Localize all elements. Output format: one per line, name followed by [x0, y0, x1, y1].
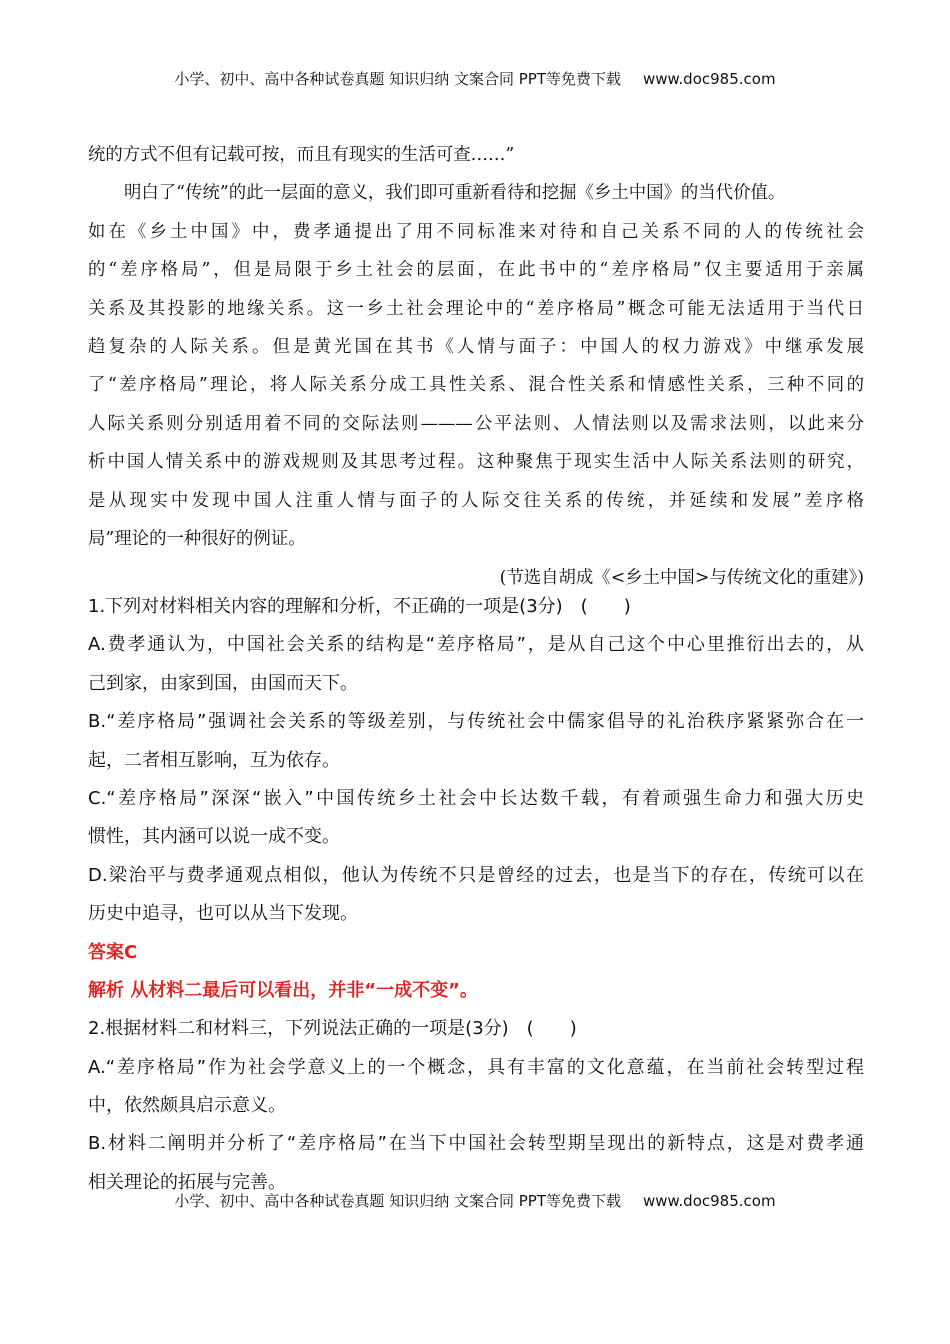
header-site-link[interactable]: www.doc985.com	[642, 70, 776, 88]
question-1-stem: 1.下列对材料相关内容的理解和分析，不正确的一项是(3分) ( )	[88, 596, 631, 617]
q2-option-a-cont: 中，依然颇具启示意义。	[88, 1095, 286, 1117]
q1-option-d-cont: 历史中追寻，也可以从当下发现。	[88, 903, 358, 925]
header-text: 小学、初中、高中各种试卷真题 知识归纳 文案合同 PPT等免费下载	[174, 70, 621, 88]
page-footer	[0, 1190, 950, 1211]
passage-source: (节选自胡成《<乡土中国>与传统文化的重建》)	[499, 568, 864, 589]
q1-option-c-cont: 惯性，其内涵可以说一成不变。	[88, 826, 340, 848]
passage-line: 局”理论的一种很好的例证。	[88, 528, 306, 549]
questions-section	[88, 588, 864, 1202]
q2-option-a: A.“差序格局”作为社会学意义上的一个概念，具有丰富的文化意蕴，在当前社会转型过程	[88, 1056, 864, 1078]
passage-line: 是从现实中发现中国人注重人情与面子的人际交往关系的传统，并延续和发展”差序格	[88, 490, 864, 511]
q1-option-d: D.梁治平与费孝通观点相似，他认为传统不只是曾经的过去，也是当下的存在，传统可以在	[88, 864, 864, 886]
q1-answer: 答案C	[88, 941, 138, 963]
q1-option-b: B.“差序格局”强调社会关系的等级差别，与传统社会中儒家倡导的礼治秩序紧紧弥合在一	[88, 711, 864, 733]
q1-option-a: A.费孝通认为，中国社会关系的结构是“差序格局”，是从自己这个中心里推衍出去的，从	[88, 634, 864, 656]
question-2-stem: 2.根据材料二和材料三，下列说法正确的一项是(3分) ( )	[88, 1018, 577, 1040]
passage-line: 人际关系则分别适用着不同的交际法则———公平法则、人情法则以及需求法则，以此来分	[88, 413, 864, 434]
footer-text: 小学、初中、高中各种试卷真题 知识归纳 文案合同 PPT等免费下载	[174, 1192, 621, 1210]
page-header	[0, 68, 950, 89]
q1-option-c: C.“差序格局”深深“嵌入”中国传统乡土社会中长达数千载，有着顽强生命力和强大历史	[88, 787, 864, 809]
passage-line: 趋复杂的人际关系。但是黄光国在其书《人情与面子：中国人的权力游戏》中继承发展	[88, 336, 864, 357]
footer-site-link[interactable]: www.doc985.com	[642, 1192, 776, 1210]
passage-line: 明白了“传统”的此一层面的意义，我们即可重新看待和挖掘《乡土中国》的当代价值。	[124, 183, 786, 204]
passage-line: 析中国人情关系中的游戏规则及其思考过程。这种聚焦于现实生活中人际关系法则的研究，	[88, 452, 864, 473]
q2-option-b: B.材料二阐明并分析了“差序格局”在当下中国社会转型期呈现出的新特点，这是对费孝通	[88, 1133, 864, 1155]
passage-line: 如在《乡土中国》中，费孝通提出了用不同标准来对待和自己关系不同的人的传统社会	[88, 221, 864, 242]
passage-line: 关系及其投影的地缘关系。这一乡土社会理论中的“差序格局”概念可能无法适用于当代日	[88, 298, 864, 319]
q1-analysis: 解析 从材料二最后可以看出，并非“一成不变”。	[88, 979, 478, 1001]
passage-line: 了“差序格局”理论，将人际关系分成工具性关系、混合性关系和情感性关系，三种不同的	[88, 375, 864, 396]
passage-text	[88, 136, 864, 598]
passage-line: 的“差序格局”，但是局限于乡土社会的层面，在此书中的“差序格局”仅主要适用于亲属	[88, 260, 864, 281]
q2-option-b-cont: 相关理论的拓展与完善。	[88, 1171, 286, 1193]
passage-line: 统的方式不但有记载可按，而且有现实的生活可查……”	[88, 145, 515, 165]
q1-option-b-cont: 起，二者相互影响，互为依存。	[88, 749, 340, 771]
q1-option-a-cont: 己到家，由家到国，由国而天下。	[88, 672, 358, 694]
